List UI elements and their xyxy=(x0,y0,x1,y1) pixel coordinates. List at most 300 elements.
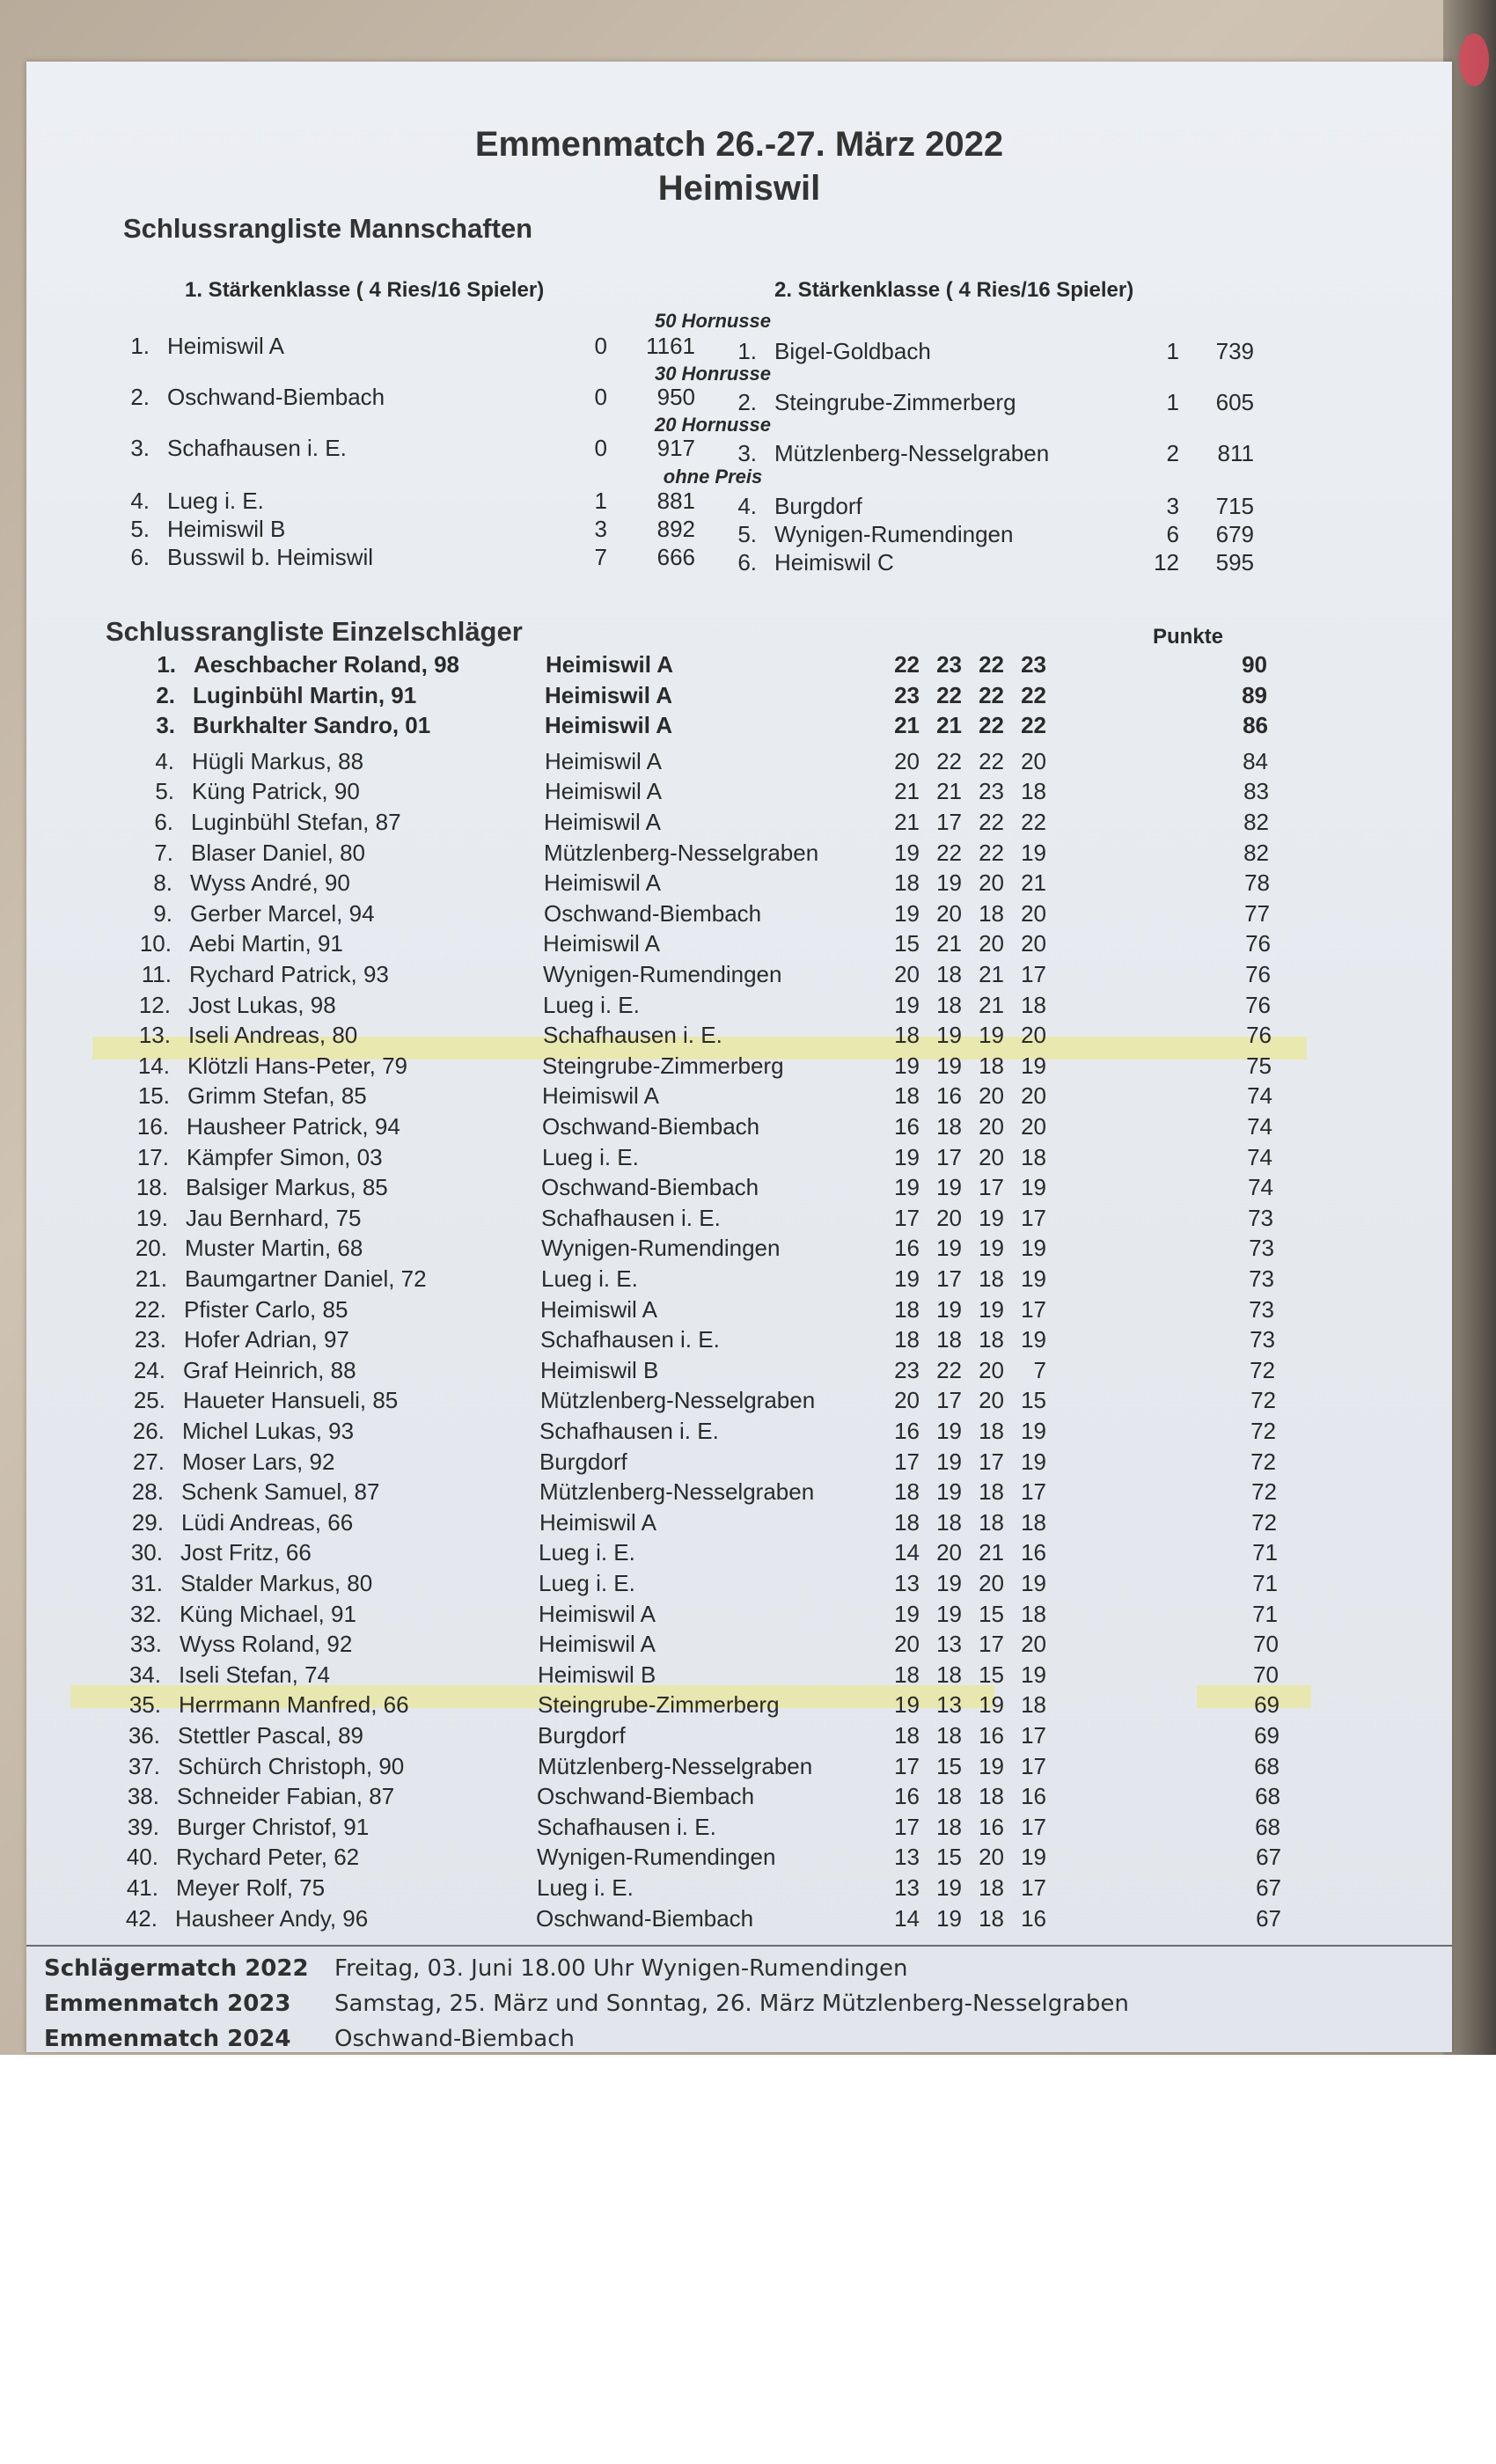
team-name: Oschwand-Biembach xyxy=(167,384,385,410)
round-score: 18 xyxy=(979,1874,1004,1901)
rank: 15. xyxy=(137,1082,170,1109)
rank: 23. xyxy=(134,1326,166,1353)
ranking-row xyxy=(44,1753,1434,1783)
rank: 19. xyxy=(136,1205,168,1231)
round-score: 20 xyxy=(894,1387,920,1413)
player-name: Kämpfer Simon, 03 xyxy=(187,1144,383,1170)
team-name: Heimiswil B xyxy=(540,1357,659,1383)
round-score: 19 xyxy=(936,1448,962,1475)
rank: 3. xyxy=(737,440,757,466)
ranking-row xyxy=(44,1082,1434,1112)
rank: 11. xyxy=(141,961,172,987)
ranking-row xyxy=(44,1691,1434,1721)
player-name: Burkhalter Sandro, 01 xyxy=(193,712,431,738)
player-name: Hausheer Patrick, 94 xyxy=(187,1113,400,1140)
ranking-row xyxy=(44,1235,1434,1265)
team-name: Busswil b. Heimiswil xyxy=(167,544,374,570)
round-score: 22 xyxy=(936,748,962,774)
rank: 7. xyxy=(154,840,173,866)
team-name: Lueg i. E. xyxy=(541,1265,638,1292)
round-score: 16 xyxy=(979,1814,1004,1840)
rank: 6. xyxy=(130,544,150,570)
round-score: 21 xyxy=(1021,869,1046,896)
rank: 32. xyxy=(129,1601,162,1627)
round-score: 18 xyxy=(894,1478,920,1505)
round-score: 18 xyxy=(979,1478,1004,1505)
round-score: 18 xyxy=(894,869,920,896)
player-name: Lüdi Andreas, 66 xyxy=(181,1509,354,1536)
round-score: 21 xyxy=(936,778,962,804)
round-score: 22 xyxy=(979,651,1004,678)
team-name: Heimiswil A xyxy=(545,682,672,708)
rank: 2. xyxy=(737,389,757,415)
nr-count: 6 xyxy=(1166,521,1179,547)
team-row xyxy=(44,521,1434,551)
round-score: 19 xyxy=(936,1296,962,1323)
team-name: Schafhausen i. E. xyxy=(537,1814,716,1840)
rank: 16. xyxy=(136,1113,169,1140)
total-points: 76 xyxy=(1245,930,1271,957)
total-points: 82 xyxy=(1243,809,1269,835)
team-name: Heimiswil B xyxy=(167,516,286,542)
round-score: 13 xyxy=(936,1631,962,1657)
rank: 17. xyxy=(136,1144,169,1170)
round-score: 20 xyxy=(1021,1082,1046,1109)
nr-count: 3 xyxy=(594,516,607,542)
round-score: 19 xyxy=(979,1296,1004,1323)
team-name: Mützlenberg-Nesselgraben xyxy=(539,1478,815,1505)
round-score: 19 xyxy=(894,1052,920,1079)
round-score: 17 xyxy=(1021,961,1046,987)
round-score: 17 xyxy=(1021,1722,1046,1749)
round-score: 20 xyxy=(979,1082,1004,1109)
round-score: 18 xyxy=(979,900,1004,927)
team-points: 1161 xyxy=(646,333,695,359)
round-score: 19 xyxy=(1021,1448,1046,1475)
round-score: 19 xyxy=(979,1691,1004,1718)
round-score: 20 xyxy=(979,1570,1004,1596)
round-score: 19 xyxy=(979,1235,1004,1261)
player-name: Küng Michael, 91 xyxy=(180,1601,356,1627)
total-points: 72 xyxy=(1250,1357,1275,1383)
footer-value: Samstag, 25. März und Sonntag, 26. März Mützlenberg-Nesselgraben xyxy=(334,1991,1129,2017)
round-score: 20 xyxy=(979,1113,1004,1140)
round-score: 20 xyxy=(1021,900,1046,927)
round-score: 20 xyxy=(894,748,920,774)
ranking-row xyxy=(44,1205,1434,1235)
rank: 29. xyxy=(131,1509,164,1536)
footer-divider xyxy=(26,1945,1452,1947)
nr-count: 1 xyxy=(1166,338,1179,364)
ranking-row xyxy=(44,748,1434,778)
round-score: 15 xyxy=(936,1753,962,1779)
round-score: 18 xyxy=(936,992,962,1018)
total-points: 82 xyxy=(1243,840,1269,866)
player-name: Iseli Stefan, 74 xyxy=(179,1661,330,1688)
total-points: 68 xyxy=(1255,1814,1280,1840)
team-name: Oschwand-Biembach xyxy=(542,1113,760,1140)
rank: 9. xyxy=(153,900,172,927)
team-name: Heimiswil A xyxy=(167,333,284,359)
total-points: 71 xyxy=(1252,1601,1278,1627)
round-score: 18 xyxy=(936,1661,962,1688)
rank: 5. xyxy=(130,516,150,542)
ranking-row xyxy=(44,1783,1434,1813)
team-name: Wynigen-Rumendingen xyxy=(774,521,1014,547)
ranking-row xyxy=(44,961,1434,991)
rank: 5. xyxy=(155,778,174,804)
points-label: Punkte xyxy=(1153,625,1224,649)
player-name: Schneider Fabian, 87 xyxy=(177,1783,395,1809)
ranking-row xyxy=(44,778,1434,808)
ranking-row xyxy=(44,992,1434,1022)
ranking-row xyxy=(44,1144,1434,1174)
player-name: Rychard Patrick, 93 xyxy=(189,961,389,987)
player-name: Hügli Markus, 88 xyxy=(192,748,364,774)
round-score: 19 xyxy=(1021,1570,1046,1596)
team-name: Lueg i. E. xyxy=(539,1539,635,1566)
round-score: 20 xyxy=(936,1205,962,1231)
round-score: 19 xyxy=(936,869,962,896)
player-name: Aeschbacher Roland, 98 xyxy=(194,651,459,678)
round-score: 19 xyxy=(936,1235,962,1261)
round-score: 14 xyxy=(894,1905,920,1932)
rank: 1. xyxy=(737,338,757,364)
round-score: 18 xyxy=(1021,1601,1046,1627)
round-score: 19 xyxy=(979,1205,1004,1231)
round-score: 21 xyxy=(894,809,920,835)
rank: 13. xyxy=(138,1022,171,1048)
round-score: 22 xyxy=(979,748,1004,774)
round-score: 16 xyxy=(894,1113,920,1140)
round-score: 20 xyxy=(979,930,1004,957)
rank: 22. xyxy=(134,1296,166,1323)
round-score: 15 xyxy=(979,1661,1004,1688)
team-name: Lueg i. E. xyxy=(539,1570,635,1596)
team-name: Wynigen-Rumendingen xyxy=(543,961,782,987)
team-name: Wynigen-Rumendingen xyxy=(541,1235,781,1261)
team-points: 917 xyxy=(656,435,695,461)
team-name: Heimiswil A xyxy=(545,778,662,804)
total-points: 76 xyxy=(1245,992,1271,1018)
team-row xyxy=(44,389,1434,419)
team-name: Schafhausen i. E. xyxy=(543,1022,722,1048)
total-points: 72 xyxy=(1250,1418,1276,1444)
ranking-row xyxy=(44,1570,1434,1600)
round-score: 22 xyxy=(979,840,1004,866)
round-score: 19 xyxy=(894,1174,920,1200)
team-name: Wynigen-Rumendingen xyxy=(537,1844,776,1870)
total-points: 76 xyxy=(1245,961,1271,987)
round-score: 20 xyxy=(979,1357,1004,1383)
round-score: 16 xyxy=(894,1783,920,1809)
prize-label: ohne Preis xyxy=(663,466,763,488)
round-score: 19 xyxy=(894,1265,920,1292)
rank: 26. xyxy=(132,1418,165,1444)
round-score: 17 xyxy=(979,1448,1004,1475)
round-score: 19 xyxy=(1021,1265,1046,1292)
round-score: 22 xyxy=(936,840,962,866)
total-points: 77 xyxy=(1244,900,1270,927)
rank: 24. xyxy=(133,1357,165,1383)
ranking-row xyxy=(44,1326,1434,1356)
player-name: Grimm Stefan, 85 xyxy=(187,1082,367,1109)
round-score: 19 xyxy=(936,1905,962,1932)
round-score: 19 xyxy=(936,1478,962,1505)
ranking-row xyxy=(44,1113,1434,1143)
player-name: Wyss André, 90 xyxy=(190,869,350,896)
ranking-row xyxy=(44,1022,1434,1052)
rank: 25. xyxy=(133,1387,165,1413)
round-score: 17 xyxy=(894,1814,920,1840)
player-name: Moser Lars, 92 xyxy=(182,1448,335,1475)
total-points: 71 xyxy=(1252,1570,1278,1596)
player-name: Iseli Andreas, 80 xyxy=(188,1022,358,1048)
team-points: 666 xyxy=(656,544,695,570)
round-score: 16 xyxy=(894,1418,920,1444)
rank: 4. xyxy=(155,748,174,774)
team-name: Heimiswil A xyxy=(539,1601,656,1627)
total-points: 72 xyxy=(1251,1478,1277,1505)
ranking-row xyxy=(44,712,1434,742)
round-score: 18 xyxy=(936,1326,962,1353)
team-name: Schafhausen i. E. xyxy=(167,435,347,461)
total-points: 73 xyxy=(1249,1296,1274,1323)
round-score: 20 xyxy=(1021,748,1046,774)
player-name: Baumgartner Daniel, 72 xyxy=(185,1265,427,1292)
round-score: 16 xyxy=(894,1235,920,1261)
team-name: Schafhausen i. E. xyxy=(541,1205,721,1231)
team-name: Heimiswil A xyxy=(546,651,673,678)
team-name: Heimiswil A xyxy=(540,1296,657,1323)
team-name: Heimiswil B xyxy=(538,1661,656,1688)
total-points: 70 xyxy=(1253,1661,1279,1688)
round-score: 19 xyxy=(1021,1052,1046,1079)
round-score: 20 xyxy=(979,1844,1004,1870)
team-name: Bigel-Goldbach xyxy=(774,338,931,364)
ranking-row xyxy=(44,840,1434,869)
round-score: 19 xyxy=(979,1753,1004,1779)
round-score: 18 xyxy=(1021,992,1046,1018)
nr-count: 0 xyxy=(594,384,607,410)
rank: 3. xyxy=(156,712,175,738)
round-score: 17 xyxy=(979,1631,1004,1657)
rank: 4. xyxy=(737,493,757,519)
player-name: Haueter Hansueli, 85 xyxy=(183,1387,399,1413)
round-score: 7 xyxy=(1033,1357,1046,1383)
team-name: Oschwand-Biembach xyxy=(537,1783,755,1809)
rank: 28. xyxy=(131,1478,164,1505)
round-score: 18 xyxy=(979,1326,1004,1353)
ranking-row xyxy=(44,1844,1434,1874)
rank: 31. xyxy=(130,1570,163,1596)
round-score: 23 xyxy=(936,651,962,678)
total-points: 67 xyxy=(1256,1844,1281,1870)
ranking-row xyxy=(44,930,1434,960)
team-name: Burgdorf xyxy=(538,1722,626,1749)
round-score: 17 xyxy=(894,1753,920,1779)
total-points: 70 xyxy=(1253,1631,1279,1657)
team-name: Schafhausen i. E. xyxy=(539,1418,719,1444)
round-score: 13 xyxy=(894,1844,920,1870)
round-score: 18 xyxy=(979,1905,1004,1932)
team-row xyxy=(44,493,1434,523)
nr-count: 3 xyxy=(1166,493,1179,519)
round-score: 17 xyxy=(1021,1478,1046,1505)
rank: 27. xyxy=(132,1448,165,1475)
round-score: 17 xyxy=(894,1448,920,1475)
player-name: Muster Martin, 68 xyxy=(185,1235,363,1261)
round-score: 19 xyxy=(1021,840,1046,866)
round-score: 22 xyxy=(979,682,1004,708)
player-name: Luginbühl Martin, 91 xyxy=(193,682,417,708)
prize-label: 30 Honrusse xyxy=(654,363,772,385)
round-score: 16 xyxy=(1021,1905,1046,1932)
team-points: 679 xyxy=(1215,521,1254,547)
round-score: 19 xyxy=(1021,1174,1046,1200)
round-score: 17 xyxy=(894,1205,920,1231)
rank: 39. xyxy=(127,1814,159,1840)
nr-count: 12 xyxy=(1154,549,1179,576)
team-name: Steingrube-Zimmerberg xyxy=(542,1052,784,1079)
round-score: 19 xyxy=(936,1052,962,1079)
total-points: 73 xyxy=(1249,1265,1274,1292)
round-score: 13 xyxy=(894,1874,920,1901)
rank: 3. xyxy=(130,435,150,461)
rank: 42. xyxy=(125,1905,158,1932)
player-name: Balsiger Markus, 85 xyxy=(186,1174,388,1200)
player-name: Jau Bernhard, 75 xyxy=(186,1205,362,1231)
rank: 4. xyxy=(130,488,150,514)
ranking-row xyxy=(44,1357,1434,1387)
total-points: 90 xyxy=(1242,651,1267,678)
team-points: 605 xyxy=(1215,389,1254,415)
round-score: 18 xyxy=(1021,1509,1046,1536)
nr-count: 0 xyxy=(594,435,607,461)
round-score: 18 xyxy=(979,1418,1004,1444)
round-score: 20 xyxy=(979,1387,1004,1413)
total-points: 73 xyxy=(1250,1326,1275,1353)
footer-value: Freitag, 03. Juni 18.00 Uhr Wynigen-Rumendingen xyxy=(334,1955,908,1982)
player-name: Pfister Carlo, 85 xyxy=(184,1296,348,1323)
team-row xyxy=(44,549,1434,579)
total-points: 74 xyxy=(1247,1113,1272,1140)
rank: 41. xyxy=(126,1874,158,1901)
ranking-row xyxy=(44,1418,1434,1448)
round-score: 17 xyxy=(979,1174,1004,1200)
total-points: 89 xyxy=(1242,682,1267,708)
team-name: Mützlenberg-Nesselgraben xyxy=(540,1387,816,1413)
team-points: 881 xyxy=(656,488,695,514)
player-name: Rychard Peter, 62 xyxy=(176,1844,360,1870)
team-name: Heimiswil A xyxy=(542,1082,659,1109)
round-score: 16 xyxy=(979,1722,1004,1749)
round-score: 17 xyxy=(1021,1814,1046,1840)
team-name: Mützlenberg-Nesselgraben xyxy=(544,840,819,866)
round-score: 18 xyxy=(894,1661,920,1688)
round-score: 19 xyxy=(894,1691,920,1718)
team-name: Lueg i. E. xyxy=(537,1874,634,1901)
round-score: 19 xyxy=(1021,1326,1046,1353)
team-name: Burgdorf xyxy=(774,493,862,519)
nr-count: 1 xyxy=(594,488,607,514)
team-name: Heimiswil A xyxy=(545,748,662,774)
team-name: Heimiswil A xyxy=(539,1509,656,1536)
ranking-row xyxy=(44,1448,1434,1478)
round-score: 19 xyxy=(979,1022,1004,1048)
round-score: 18 xyxy=(894,1022,920,1048)
ranking-row xyxy=(44,809,1434,839)
rank: 36. xyxy=(128,1722,160,1749)
total-points: 74 xyxy=(1248,1174,1273,1200)
total-points: 72 xyxy=(1250,1387,1276,1413)
rank: 18. xyxy=(136,1174,168,1200)
round-score: 17 xyxy=(1021,1205,1046,1231)
team-points: 595 xyxy=(1215,549,1254,576)
round-score: 18 xyxy=(936,961,962,987)
team-row xyxy=(44,440,1434,470)
round-score: 16 xyxy=(1021,1783,1046,1809)
rank: 1. xyxy=(130,333,150,359)
ranking-row xyxy=(44,1722,1434,1752)
player-name: Jost Fritz, 66 xyxy=(180,1539,312,1566)
rank: 40. xyxy=(126,1844,158,1870)
total-points: 86 xyxy=(1243,712,1268,738)
ranking-row xyxy=(44,1874,1434,1904)
round-score: 19 xyxy=(936,1570,962,1596)
round-score: 15 xyxy=(936,1844,962,1870)
round-score: 16 xyxy=(936,1082,962,1109)
round-score: 19 xyxy=(894,1144,920,1170)
player-name: Hofer Adrian, 97 xyxy=(184,1326,349,1353)
round-score: 20 xyxy=(936,1539,962,1566)
round-score: 18 xyxy=(979,1783,1004,1809)
team-name: Heimiswil A xyxy=(544,809,661,835)
team-name: Oschwand-Biembach xyxy=(541,1174,759,1200)
ranking-row xyxy=(44,1387,1434,1417)
player-name: Schenk Samuel, 87 xyxy=(181,1478,380,1505)
footer-label: Emmenmatch 2024 xyxy=(44,2026,291,2052)
round-score: 18 xyxy=(894,1082,920,1109)
player-name: Stalder Markus, 80 xyxy=(180,1570,373,1596)
round-score: 18 xyxy=(894,1509,920,1536)
total-points: 74 xyxy=(1247,1082,1272,1109)
rank: 10. xyxy=(139,930,172,957)
round-score: 17 xyxy=(1021,1753,1046,1779)
rank: 1. xyxy=(157,651,176,678)
team-name: Heimiswil A xyxy=(545,712,672,738)
team-name: Mützlenberg-Nesselgraben xyxy=(538,1753,813,1779)
round-score: 16 xyxy=(1021,1539,1046,1566)
rank: 30. xyxy=(130,1539,163,1566)
newspaper-clipping xyxy=(26,62,1452,2052)
footer-label: Schlägermatch 2022 xyxy=(44,1955,309,1982)
rank: 14. xyxy=(137,1052,170,1079)
total-points: 73 xyxy=(1248,1205,1273,1231)
total-points: 75 xyxy=(1246,1052,1272,1079)
round-score: 20 xyxy=(894,961,920,987)
player-name: Herrmann Manfred, 66 xyxy=(179,1691,409,1718)
total-points: 74 xyxy=(1247,1144,1272,1170)
nr-count: 7 xyxy=(594,544,607,570)
team-row xyxy=(44,338,1434,368)
rank: 2. xyxy=(156,682,175,708)
nr-count: 1 xyxy=(1166,389,1179,415)
round-score: 13 xyxy=(936,1691,962,1718)
round-score: 18 xyxy=(1021,778,1046,804)
round-score: 19 xyxy=(894,900,920,927)
round-score: 18 xyxy=(936,1783,962,1809)
